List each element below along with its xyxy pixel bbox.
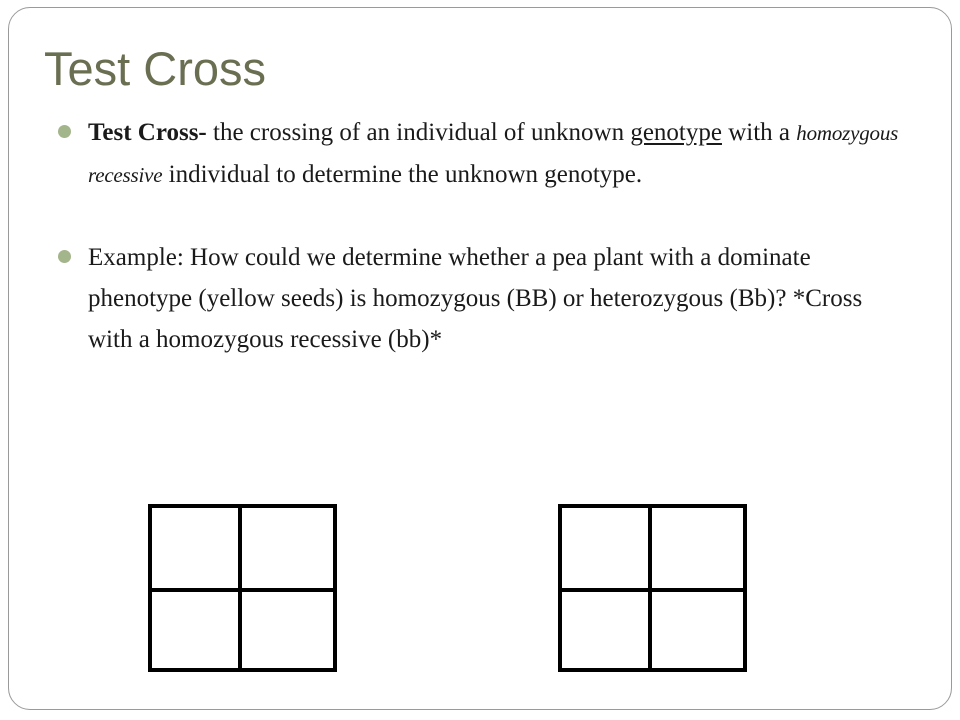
bullet-dot-icon: [58, 125, 71, 138]
bullet-list: [58, 112, 908, 360]
bullet-definition: [58, 112, 908, 196]
example-text: Example: How could we determine whether a pea plant with a dominate phenotype (yellow seeds) is homozygous (BB) or heterozygous (Bb)? *Cross with a homozygous recessive (bb)*: [88, 244, 863, 353]
bullet-dot-icon: [58, 250, 71, 263]
slide-title: Test Cross: [44, 42, 266, 95]
definition-term: Test Cross-: [88, 119, 207, 146]
definition-text-2: with a: [721, 119, 797, 146]
definition-text-3: individual to determine the unknown genotype.: [162, 161, 643, 188]
definition-text-1: the crossing of an individual of unknown: [206, 119, 631, 146]
bullet-example: [58, 237, 908, 360]
definition-italic-phrase: homozygous recessive: [88, 121, 899, 187]
definition-underlined-word: genotype: [630, 119, 722, 146]
